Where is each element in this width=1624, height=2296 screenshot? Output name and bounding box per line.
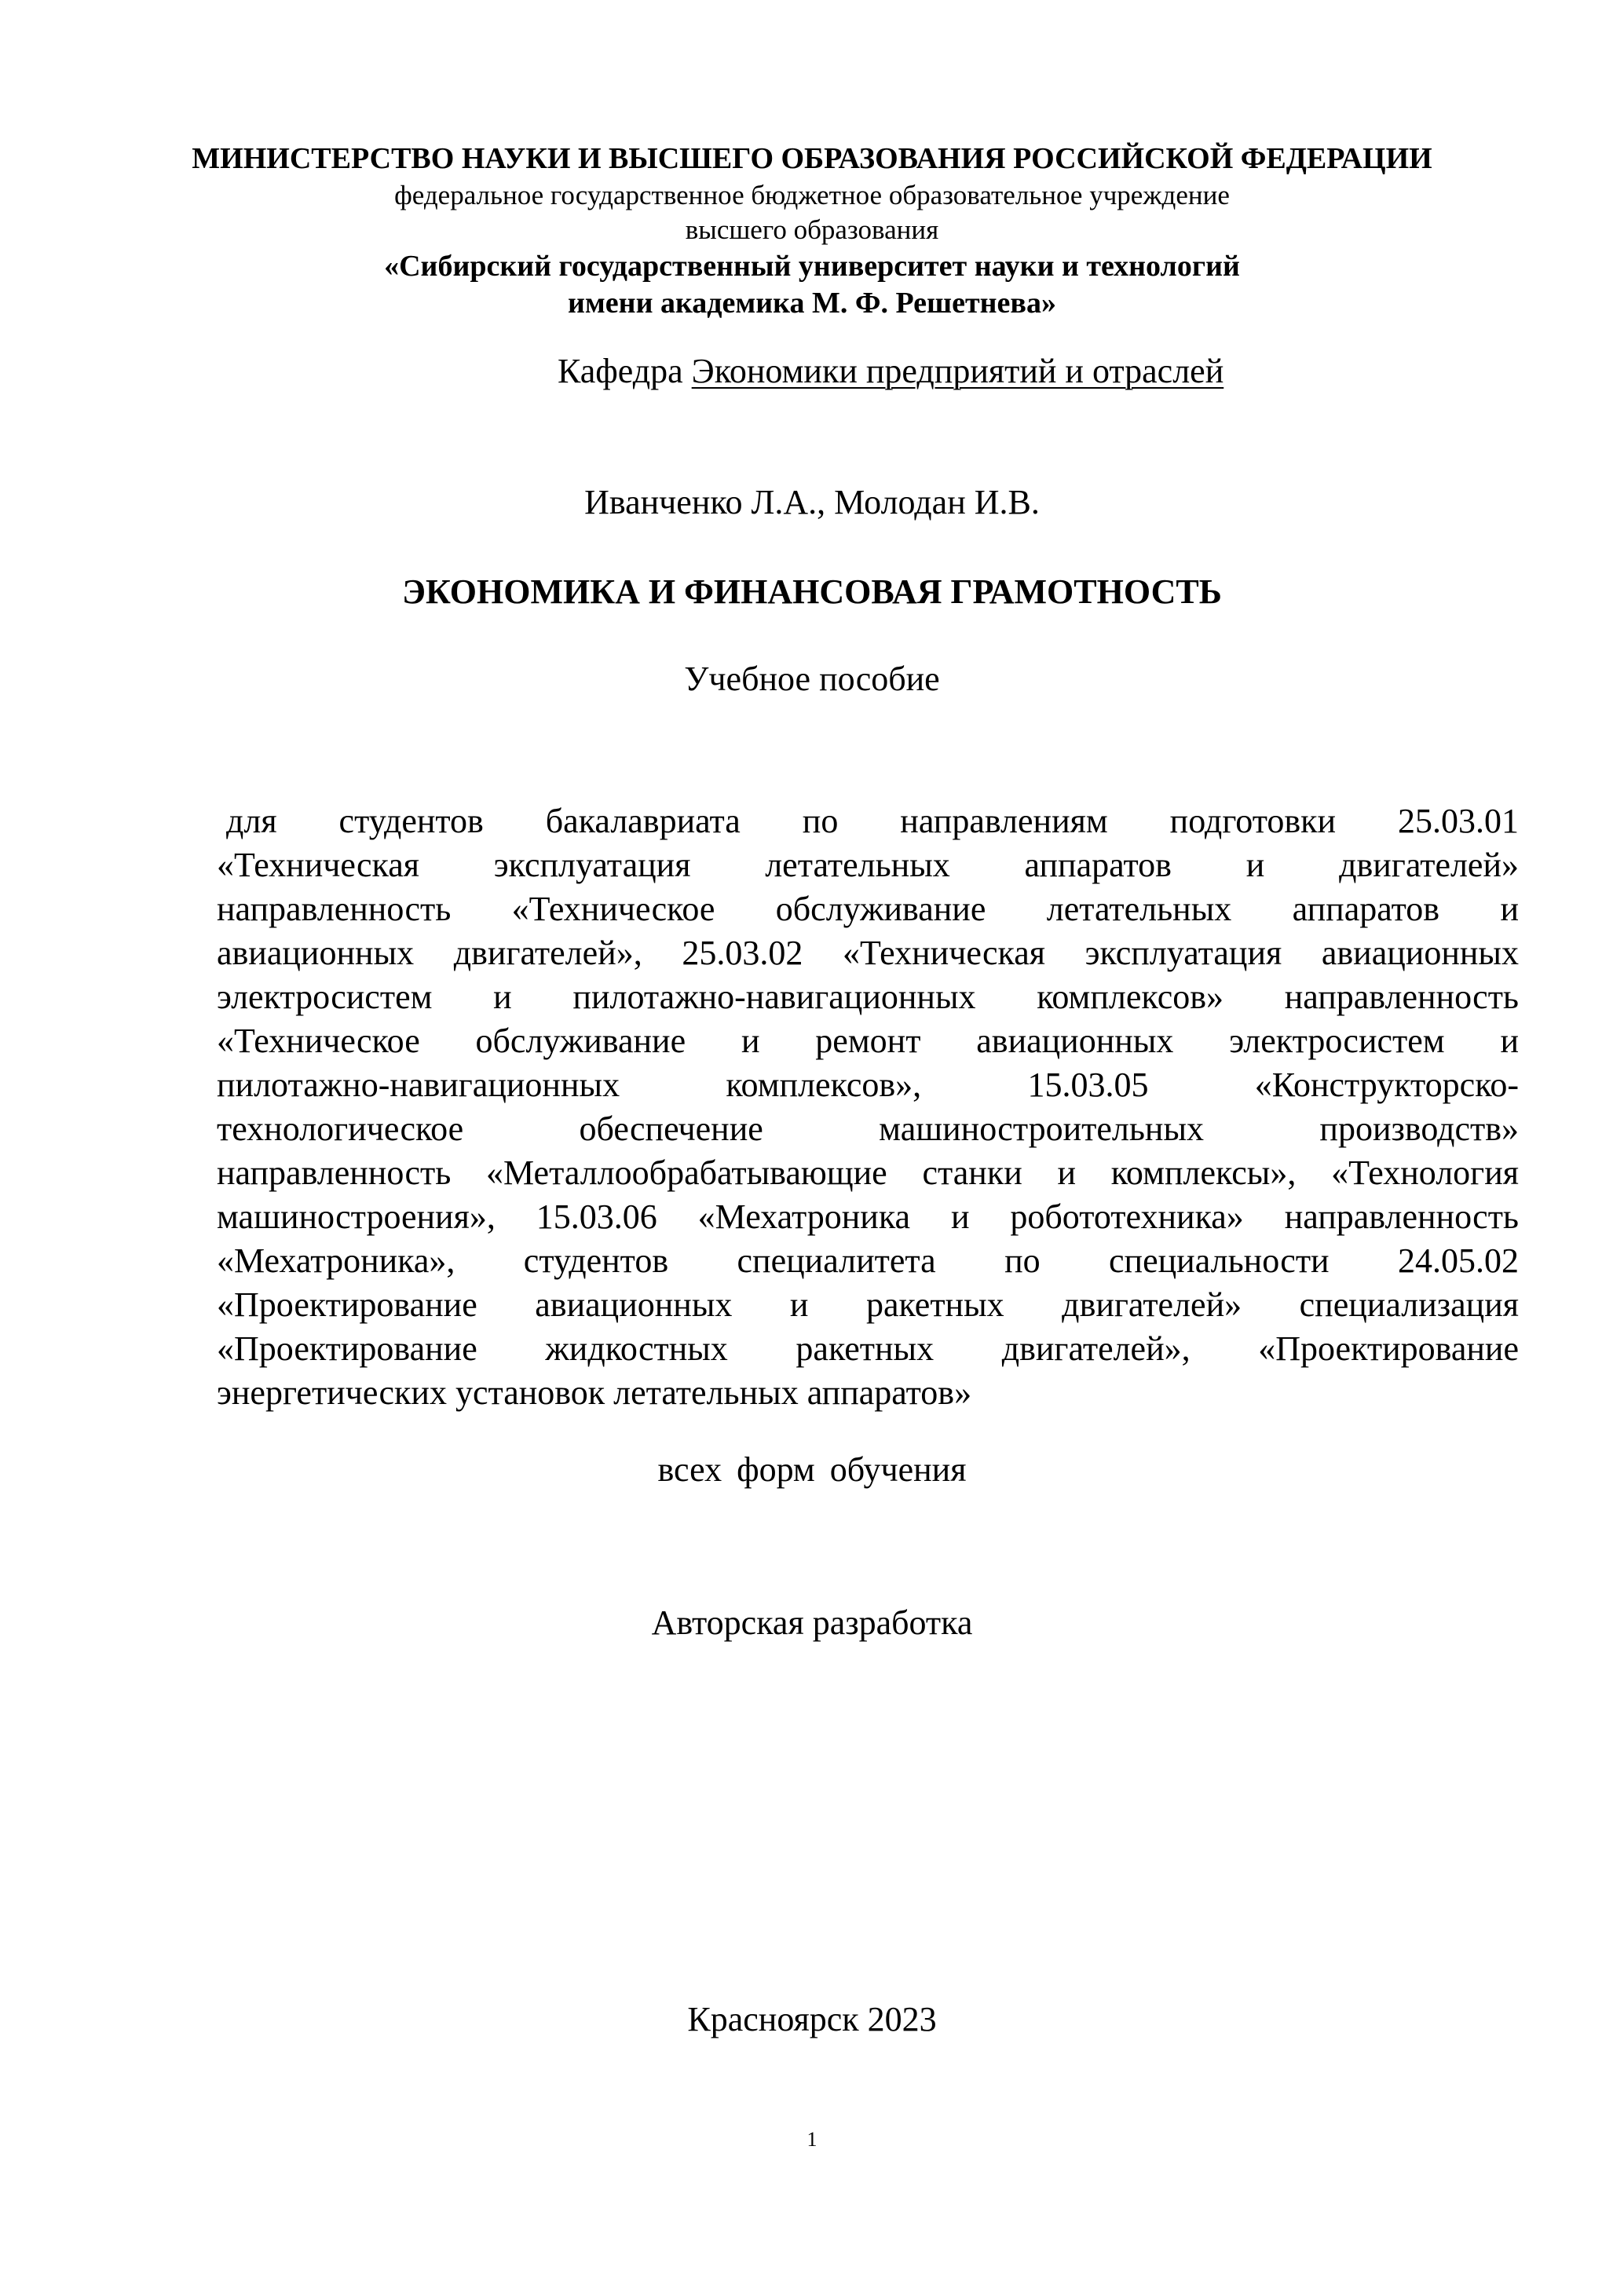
- description-line: авиационных двигателей», 25.03.02 «Техническая эксплуатация авиационных: [217, 934, 1519, 972]
- document-type: Учебное пособие: [684, 660, 940, 698]
- city-year: Красноярск 2023: [687, 2000, 937, 2038]
- description-line: направленность «Металлообрабатывающие станки и комплексы», «Технология: [217, 1153, 1519, 1192]
- department-line: [558, 350, 1223, 393]
- study-forms: всех форм обучения: [657, 1450, 967, 1489]
- development-note: Авторская разработка: [651, 1603, 973, 1642]
- description-paragraph: [217, 799, 1519, 1415]
- institution-type-line-2: высшего образования: [685, 214, 939, 245]
- description-line: электросистем и пилотажно-навигационных комплексов» направленность: [217, 978, 1519, 1016]
- ministry-heading: МИНИСТЕРСТВО НАУКИ И ВЫСШЕГО ОБРАЗОВАНИЯ РОССИЙСКОЙ ФЕДЕРАЦИИ: [192, 142, 1432, 175]
- description-line: пилотажно-навигационных комплексов», 15.03.05 «Конструкторско-: [217, 1066, 1519, 1104]
- description-line: «Техническая эксплуатация летательных аппаратов и двигателей»: [217, 846, 1519, 884]
- document-title: ЭКОНОМИКА И ФИНАНСОВАЯ ГРАМОТНОСТЬ: [402, 572, 1222, 611]
- description-line: энергетических установок летательных аппаратов»: [217, 1373, 972, 1412]
- institution-type-line-1: федеральное государственное бюджетное образовательное учреждение: [394, 180, 1230, 210]
- description-line: направленность «Техническое обслуживание летательных аппаратов и: [217, 890, 1519, 928]
- description-line: технологическое обеспечение машиностроительных производств»: [217, 1110, 1519, 1148]
- description-line: «Проектирование жидкостных ракетных двигателей», «Проектирование: [217, 1329, 1519, 1368]
- description-line: «Проектирование авиационных и ракетных двигателей» специализация: [217, 1285, 1519, 1324]
- department-prefix: Кафедра: [558, 352, 683, 390]
- department-name: Экономики предприятий и отраслей: [691, 352, 1224, 390]
- authors: Иванченко Л.А., Молодан И.В.: [584, 483, 1040, 521]
- description-line: машиностроения», 15.03.06 «Мехатроника и робототехника» направленность: [217, 1197, 1519, 1236]
- description-line: для студентов бакалавриата по направлениям подготовки 25.03.01: [226, 802, 1519, 840]
- description-line: «Техническое обслуживание и ремонт авиационных электросистем и: [217, 1022, 1519, 1060]
- page-number: 1: [807, 2128, 817, 2151]
- description-line: «Мехатроника», студентов специалитета по специальности 24.05.02: [217, 1241, 1519, 1280]
- university-name-line-1: «Сибирский государственный университет науки и технологий: [384, 250, 1240, 283]
- university-name-line-2: имени академика М. Ф. Решетнева»: [568, 287, 1056, 320]
